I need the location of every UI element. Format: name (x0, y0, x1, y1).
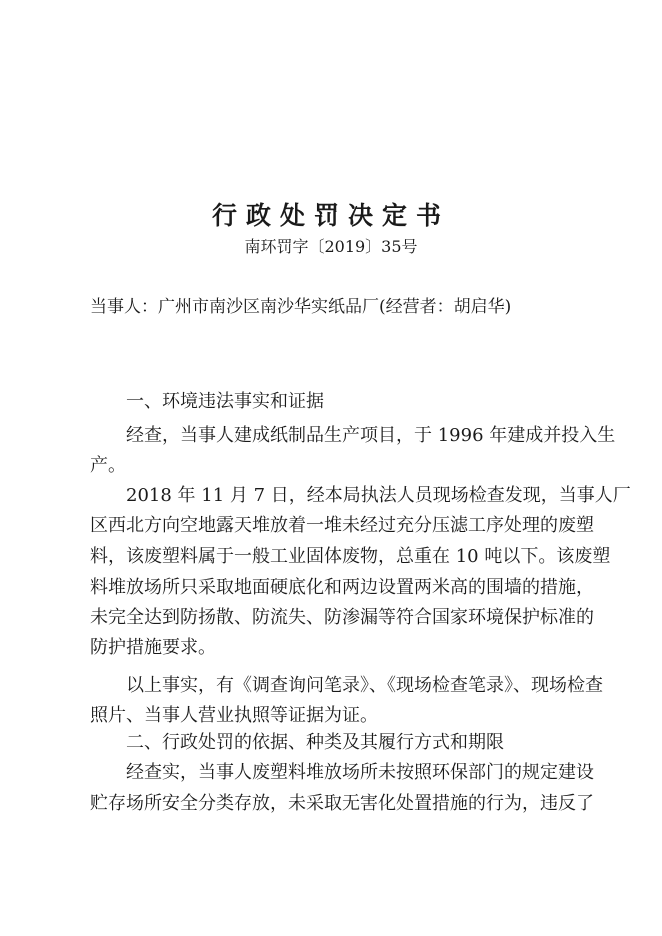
paragraph-line: 防护措施要求。 (90, 637, 216, 658)
document-number: 南环罚字〔2019〕35号 (244, 237, 418, 256)
document-title: 行政处罚决定书 (211, 201, 450, 230)
paragraph-line: 未完全达到防扬散、防流失、防渗漏等符合国家环境保护标准的 (90, 607, 594, 628)
paragraph-line: 照片、当事人营业执照等证据为证。 (90, 705, 378, 726)
section-heading-2: 二、行政处罚的依据、种类及其履行方式和期限 (126, 732, 504, 753)
paragraph-line: 经查，当事人建成纸制品生产项目，于 1996 年建成并投入生 (126, 425, 616, 446)
paragraph-line: 经查实，当事人废塑料堆放场所未按照环保部门的规定建设 (126, 762, 594, 783)
paragraph-line: 贮存场所安全分类存放，未采取无害化处置措施的行为，违反了 (90, 793, 594, 814)
paragraph-line: 料，该废塑料属于一般工业固体废物，总重在 10 吨以下。该废塑 (90, 546, 611, 567)
section-heading-1: 一、环境违法事实和证据 (126, 391, 324, 412)
paragraph-line: 以上事实，有《调查询问笔录》、《现场检查笔录》、现场检查 (126, 675, 603, 696)
paragraph-line: 产。 (90, 455, 126, 476)
paragraph-line: 2018 年 11 月 7 日，经本局执法人员现场检查发现，当事人厂 (126, 485, 631, 506)
party-line: 当事人：广州市南沙区南沙华实纸品厂(经营者：胡启华) (90, 297, 512, 317)
paragraph-line: 料堆放场所只采取地面硬底化和两边设置两米高的围墙的措施， (90, 577, 594, 598)
paragraph-line: 区西北方向空地露天堆放着一堆未经过充分压滤工序处理的废塑 (90, 515, 594, 536)
